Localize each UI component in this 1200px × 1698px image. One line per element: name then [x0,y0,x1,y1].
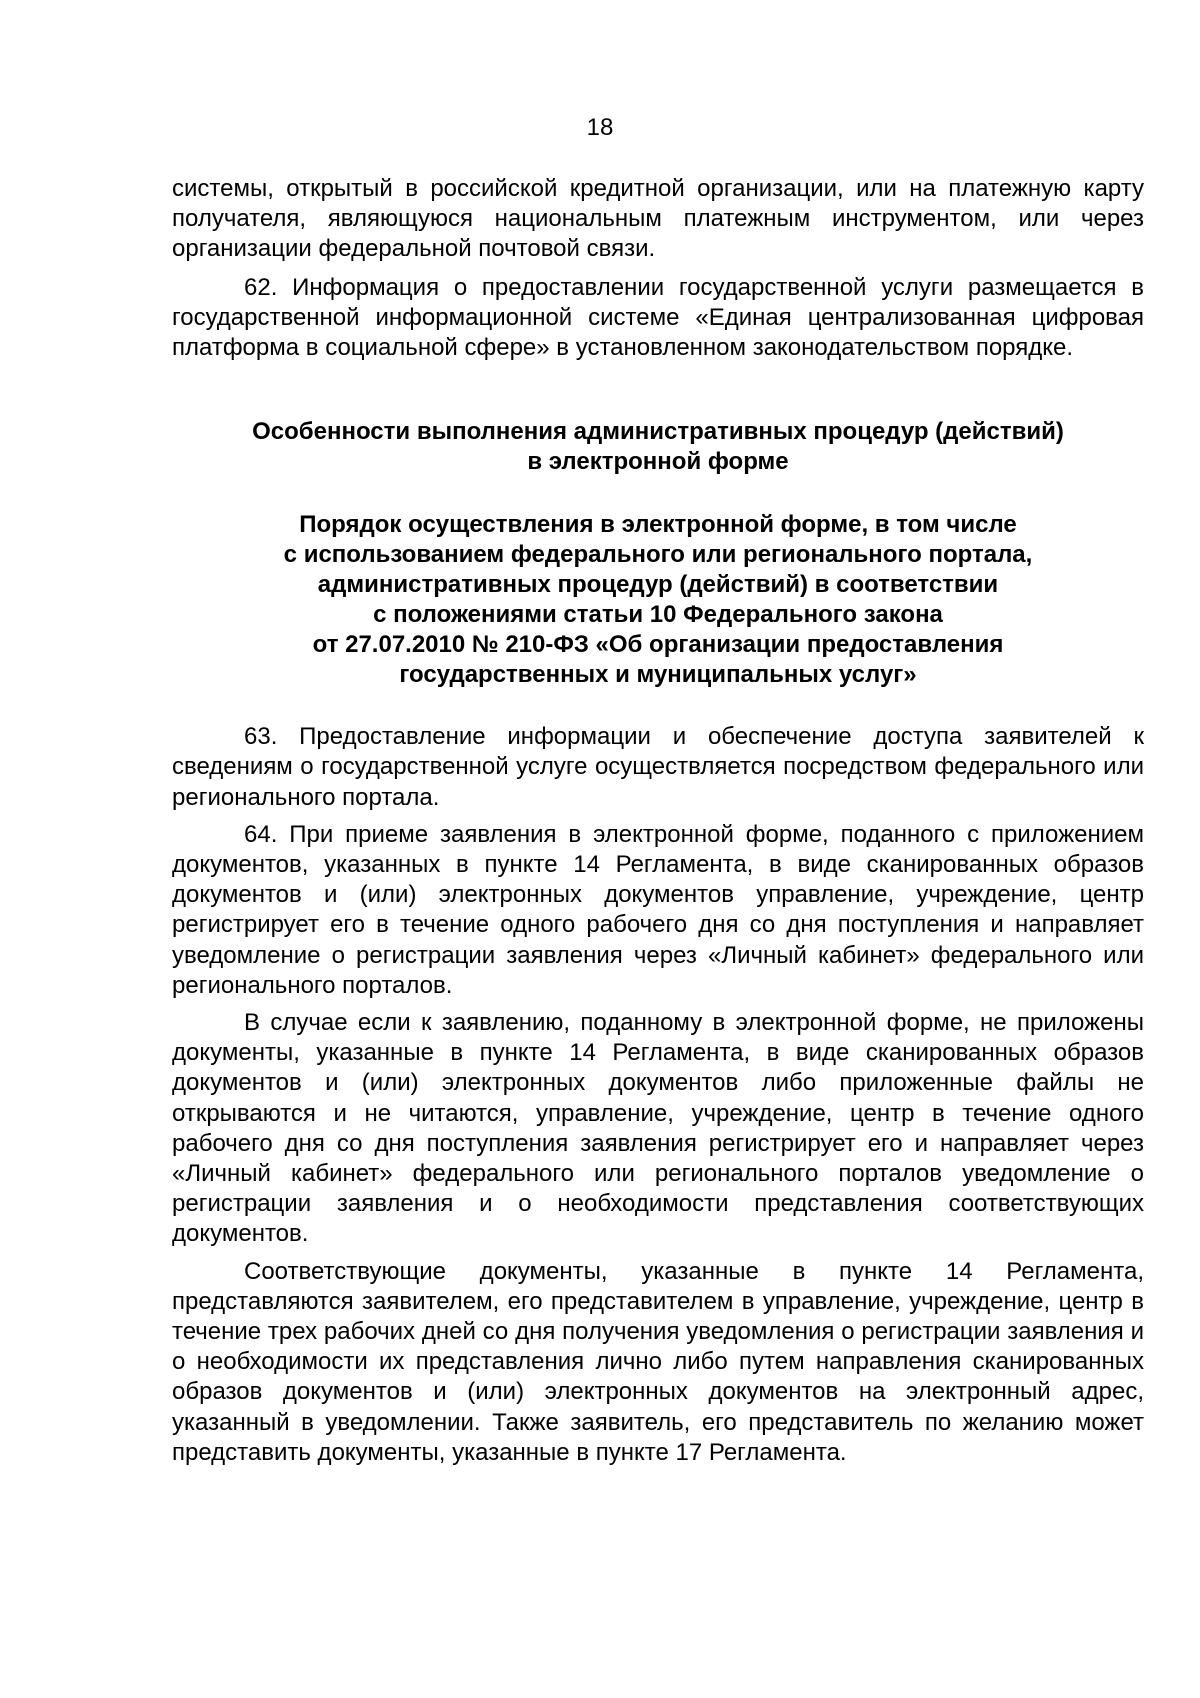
subsection-heading [172,510,1144,690]
section-heading-line: Особенности выполнения административных процедур (действий) [252,418,1064,446]
paragraph-64-document-submission: Соответствующие документы, указанные в пункте 14 Регламента, представляются заявителем, его представителем в управление, учреждение, центр в течение трех рабочих дней со дня получения уведомления о регистрации заявления и о необходимости их представления лично либо путем направления сканированных образов документов и (или) электронных документов на электронный адрес, указанный в уведомлении. Также заявитель, его представитель по желанию может представить документы, указанные в пункте 17 Регламента. [172,1257,1144,1466]
paragraph-continuation: системы, открытый в российской кредитной организации, или на платежную карту получателя, являющуюся национальным платежным инструментом, или через организации федеральной почтовой связи. [172,175,1144,263]
subsection-heading-line: с использованием федерального или регионального портала, [283,541,1033,569]
section-heading [172,417,1144,477]
page-number: 18 [586,114,614,141]
subsection-heading-line: с положениями статьи 10 Федерального закона [373,601,943,629]
paragraph-64-missing-documents: В случае если к заявлению, поданному в электронной форме, не приложены документы, указанные в пункте 14 Регламента, в виде сканированных образов документов и (или) электронных документов либо приложенные файлы не открываются и не читаются, управление, учреждение, центр в течение одного рабочего дня со дня поступления заявления регистрирует его и направляет через «Личный кабинет» федерального или регионального порталов уведомление о регистрации заявления и о необходимости представления соответствующих документов. [172,1009,1144,1248]
section-heading-line: в электронной форме [527,448,789,476]
subsection-heading-line: от 27.07.2010 № 210-ФЗ «Об организации предоставления [312,631,1004,659]
paragraph-64: 64. При приеме заявления в электронной форме, поданного с приложением документов, указанных в пункте 14 Регламента, в виде сканированных образов документов и (или) электронных документов управление, учреждение, центр регистрирует его в течение одного рабочего дня со дня поступления и направляет уведомление о регистрации заявления через «Личный кабинет» федерального или регионального порталов. [172,820,1144,999]
document-body [172,174,1144,1468]
subsection-heading-line: Порядок осуществления в электронной форме, в том числе [299,511,1017,539]
paragraph-62: 62. Информация о предоставлении государственной услуги размещается в государственной информационной системе «Единая централизованная цифровая платформа в социальной сфере» в установленном законодательством порядке. [172,273,1144,362]
subsection-heading-line: государственных и муниципальных услуг» [399,661,917,689]
subsection-heading-line: административных процедур (действий) в соответствии [317,571,999,599]
paragraph-63: 63. Предоставление информации и обеспечение доступа заявителей к сведениям о государственной услуге осуществляется посредством федерального или регионального портала. [172,723,1144,811]
